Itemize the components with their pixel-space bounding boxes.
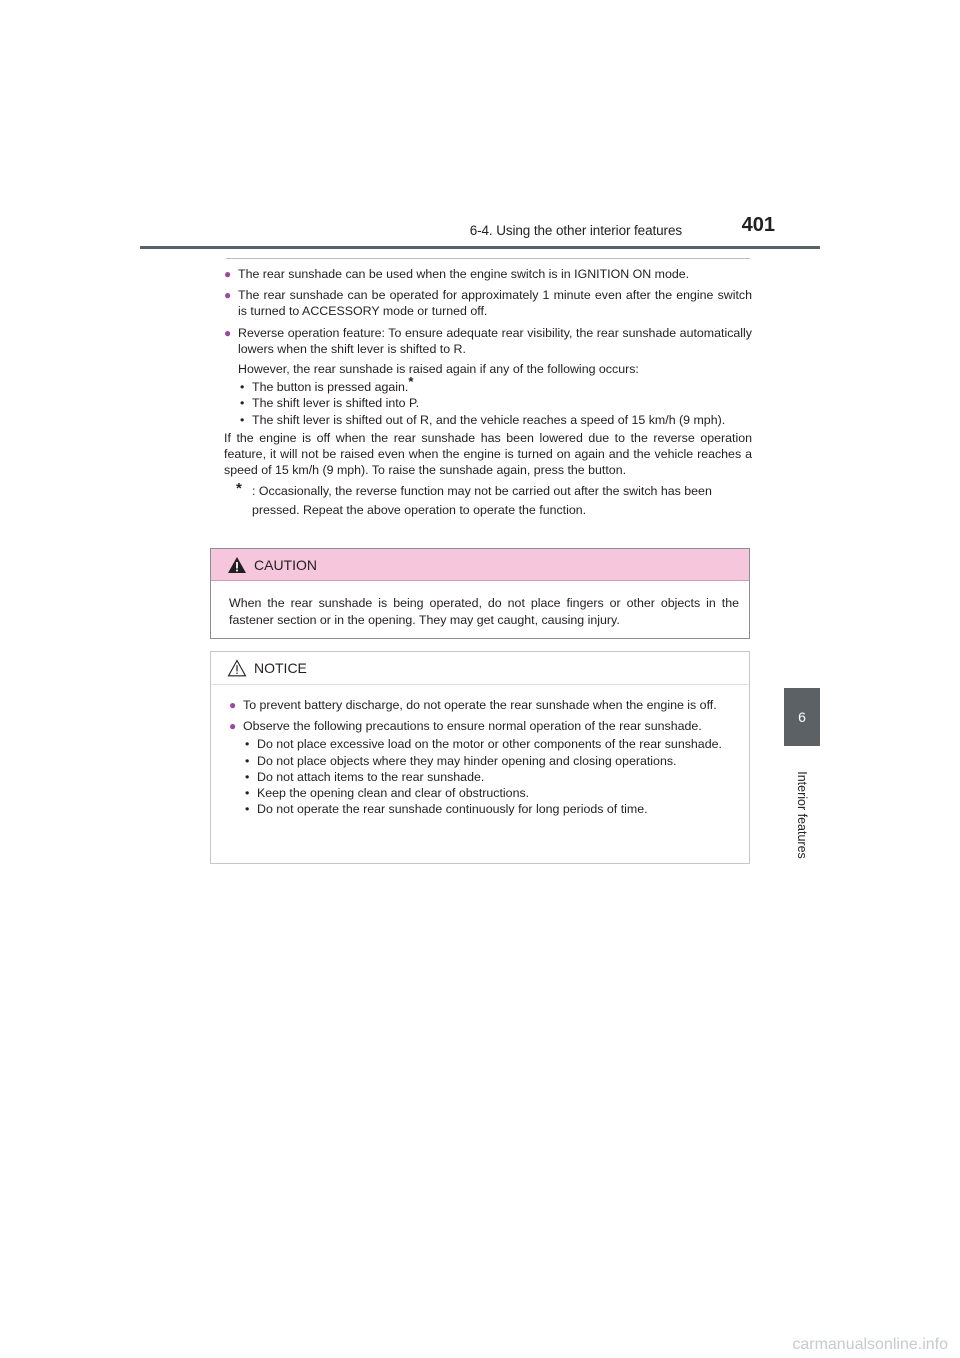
bullet-text: Observe the following precautions to ensure normal operation of the rear sunshade. [243,719,702,734]
notice-header [211,652,749,685]
caution-header [211,549,749,581]
list-item [238,395,752,411]
bullet-icon: ● [224,267,232,281]
notice-content [211,685,749,817]
engine-off-para: If the engine is off when the rear sunshade has been lowered due to the reverse operation feature, it will not be raised even when the engine is turned on again and the vehicle reaches a speed of 15 km/h (9 mph). To raise the sunshade again, press the button. [224,430,752,478]
reverse-conditions-list [224,374,752,428]
content-divider [226,258,750,259]
footnote-text: : Occasionally, the reverse function may not be carried out after the switch has been pressed. Repeat the above operation to operate the function. [252,484,712,518]
list-item [243,801,741,817]
info-bullet [224,325,752,378]
chapter-number: 6 [798,709,806,725]
main-content [224,266,752,520]
dot-icon: • [245,737,250,752]
dot-icon: • [245,753,250,768]
caution-box [210,548,750,639]
notice-bullet [229,718,741,734]
notice-title: NOTICE [254,660,307,676]
warning-triangle-icon [227,556,247,574]
bullet-text: To prevent battery discharge, do not operate the rear sunshade when the engine is off. [243,698,717,712]
precautions-list [229,736,741,817]
list-item [243,785,741,801]
dot-icon: • [245,769,250,784]
bullet-text: The rear sunshade can be operated for approximately 1 minute even after the engine switch is turned to ACCESSORY mode or turned off. [238,288,752,319]
bullet-icon: ● [224,288,232,303]
list-item [243,769,741,785]
caution-text: When the rear sunshade is being operated, do not place fingers or other objects in the fastener section or in the opening. They may get caught, causing injury. [229,596,739,627]
footnote-marker: * [236,480,242,498]
list-item-text: Do not place objects where they may hinder opening and closing operations. [257,753,677,768]
chapter-label [772,760,832,870]
page-header [140,214,820,249]
dot-icon: • [240,380,245,395]
list-item-text: The shift lever is shifted into P. [252,396,420,411]
info-bullet [224,266,752,282]
bullet-text: The rear sunshade can be used when the engine switch is in IGNITION ON mode. [238,267,690,281]
list-item [238,374,752,395]
page-number: 401 [741,214,775,236]
footnote [224,482,752,520]
bullet-icon: ● [229,719,237,734]
dot-icon: • [245,802,250,817]
bullet-icon: ● [229,698,237,712]
dot-icon: • [240,396,245,411]
info-bullet [224,287,752,319]
notice-box [210,651,750,864]
watermark: carmanualsonline.info [792,1336,948,1353]
dot-icon: • [245,786,250,801]
list-item-text: Keep the opening clean and clear of obstructions. [257,786,530,801]
list-item-text: Do not attach items to the rear sunshade. [257,769,485,784]
chapter-tab[interactable] [784,688,820,746]
footnote-ref: * [408,374,414,390]
list-item [238,412,752,428]
dot-icon: • [240,412,245,427]
list-item [243,736,741,752]
list-item [243,753,741,769]
bullet-text: Reverse operation feature: To ensure adequate rear visibility, the rear sunshade automatically lowers when the shift lever is shifted to R. [238,325,752,356]
chapter-title: Interior features [795,771,810,859]
list-item-text: The button is pressed again. [252,380,409,395]
caution-title: CAUTION [254,557,317,573]
notice-bullet [229,697,741,713]
section-title: 6-4. Using the other interior features [469,223,682,238]
warning-triangle-outline-icon [227,659,247,677]
bullet-icon: ● [224,325,232,340]
list-item-text: The shift lever is shifted out of R, and the vehicle reaches a speed of 15 km/h (9 mph). [252,412,726,427]
list-item-text: Do not operate the rear sunshade continuously for long periods of time. [257,802,648,817]
list-item-text: Do not place excessive load on the motor or other components of the rear sunshade. [257,737,722,752]
reverse-para: However, the rear sunshade is raised again if any of the following occurs: [238,362,639,377]
